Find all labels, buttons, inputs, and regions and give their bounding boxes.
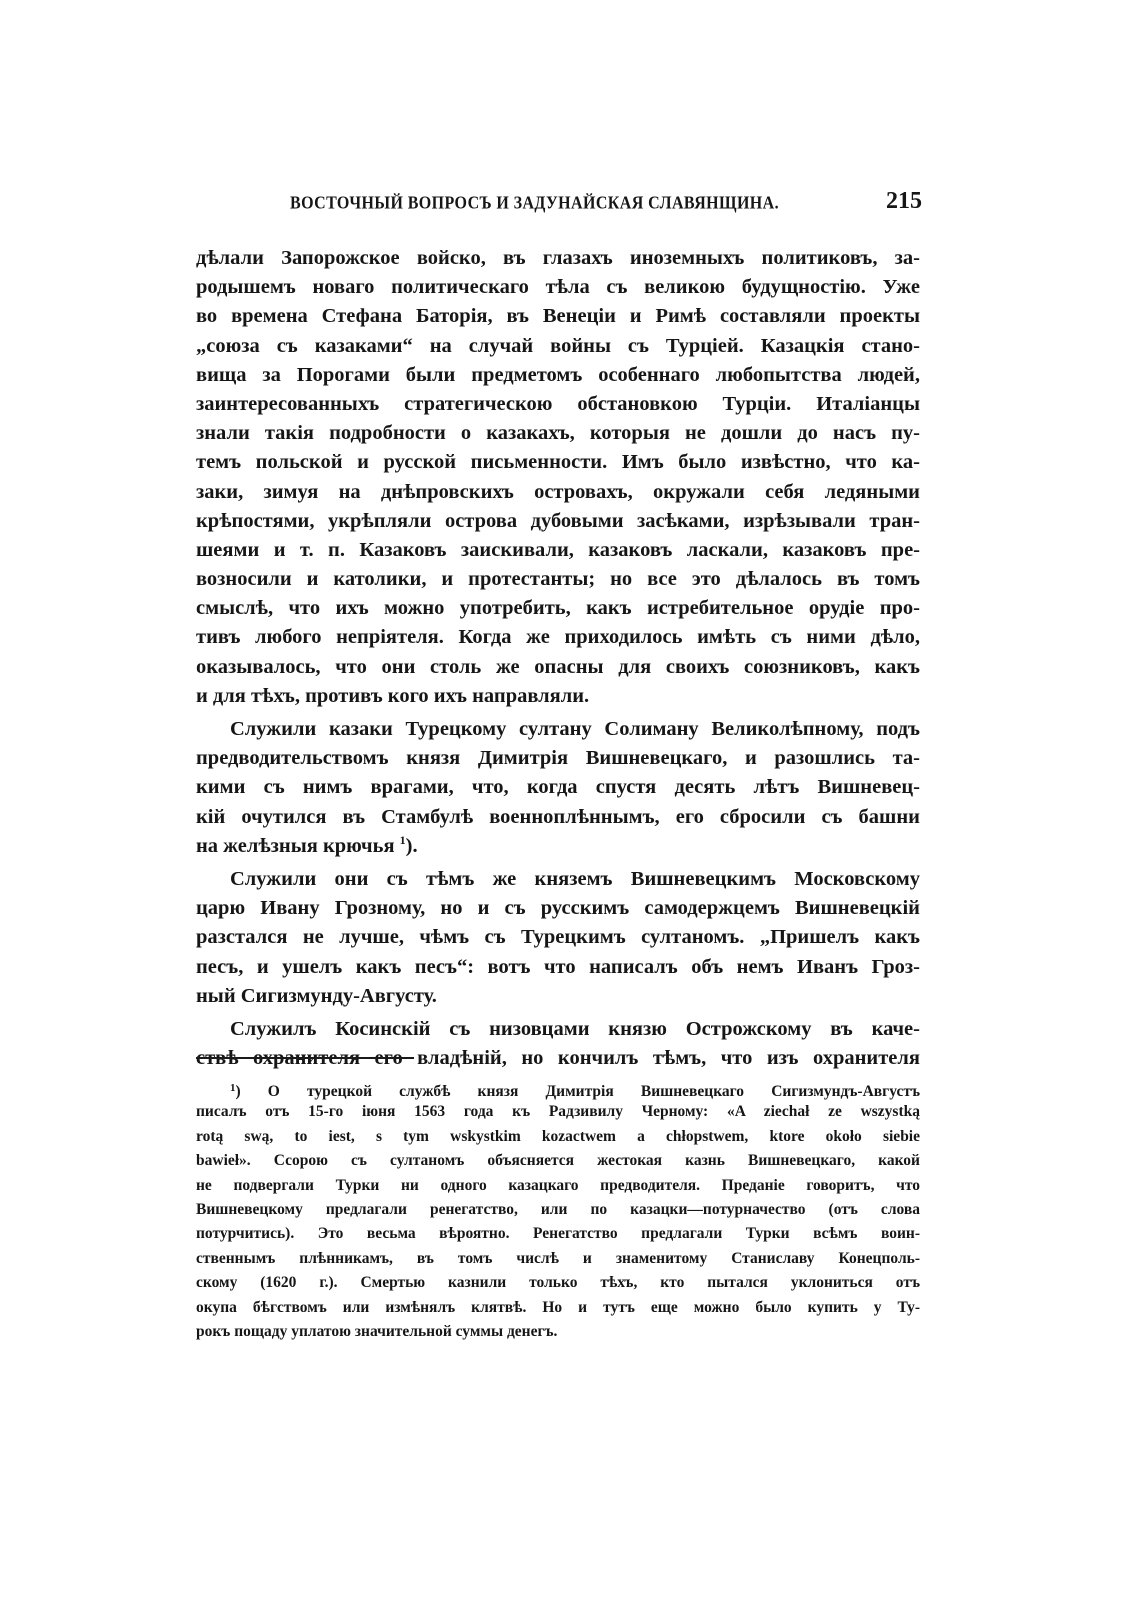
text-line: возносили и католики, и протестанты; но все это дѣлалось въ томъ xyxy=(196,568,920,591)
text-line: оказывалось, что они столь же опасны для своихъ союзниковъ, какъ xyxy=(196,655,920,678)
text-line: знали такія подробности о казакахъ, которыя не дошли до насъ пу- xyxy=(196,422,920,445)
footnote-line: окупа бѣгствомъ или измѣнялъ клятвѣ. Но и тутъ еще можно было купить у Ту- xyxy=(196,1298,920,1316)
text-line: кій очутился въ Стамбулѣ военноплѣннымъ, его сбросили съ башни xyxy=(196,805,920,828)
text-line: шеями и т. п. Казаковъ заискивали, казаковъ ласкали, казаковъ пре- xyxy=(196,538,920,561)
footnote-line: писалъ отъ 15-го іюня 1563 года къ Радзивилу Черному: «A ziechał ze wszystką xyxy=(196,1103,920,1121)
text-line: дѣлали Запорожское войско, въ глазахъ иноземныхъ политиковъ, за- xyxy=(196,247,920,269)
text-line: ный Сигизмунду-Августу. xyxy=(196,984,437,1007)
footnote-text: ) О турецкой службѣ князя Димитрія Вишневецкаго Сигизмундъ-Августъ xyxy=(235,1083,920,1100)
page-header xyxy=(290,188,930,220)
footnote xyxy=(196,1076,920,1344)
footnote-reference[interactable]: 1 xyxy=(399,832,406,847)
footnote-line: ственнымъ плѣнникамъ, въ томъ числѣ и знаменитому Станиславу Конецполь- xyxy=(196,1249,920,1267)
footnote-line: рокъ пощаду уплатою значительной суммы денегъ. xyxy=(196,1322,558,1340)
footnote-marker: 1 xyxy=(230,1082,236,1094)
text-line: крѣпостями, укрѣпляли острова дубовыми засѣками, изрѣзывали тран- xyxy=(196,509,920,532)
text-line: во времена Стефана Баторія, въ Венеціи и Римѣ составляли проекты xyxy=(196,305,920,328)
footnote-line: Вишневецкому предлагали ренегатство, или по казацки—потурначество (отъ слова xyxy=(196,1200,920,1218)
footnote-line: скому (1620 г.). Смертью казнили только тѣхъ, кто пытался уклониться отъ xyxy=(196,1274,920,1292)
text-line: и для тѣхъ, противъ кого ихъ направляли. xyxy=(196,684,590,707)
page-number: 215 xyxy=(886,188,922,214)
text-line: вища за Порогами были предметомъ особеннаго любопытства людей, xyxy=(196,363,920,386)
text-line: предводительствомъ князя Димитрія Вишневецкаго, и разошлись та- xyxy=(196,747,920,770)
footnote-reference-tail: ). xyxy=(405,834,418,857)
footnote-divider xyxy=(196,1057,414,1059)
text-line-with-footnote xyxy=(196,832,920,861)
text-line: заки, зимуя на днѣпровскихъ островахъ, окружали себя ледяными xyxy=(196,480,920,503)
text-line: ствѣ охранителя его владѣній, но кончилъ тѣмъ, что изъ охранителя xyxy=(196,1047,920,1070)
footnote-line: потурчитись). Это весьма вѣроятно. Ренегатство предлагали Турки всѣмъ воин- xyxy=(196,1225,920,1243)
text-line: Служилъ Косинскій съ низовцами князю Острожскому въ каче- xyxy=(230,1017,920,1040)
text-line: „союза съ казаками“ на случай войны съ Турціей. Казацкія стано- xyxy=(196,334,920,357)
text-line: темъ польской и русской письменности. Имъ было извѣстно, что ка- xyxy=(196,451,920,474)
footnote-line xyxy=(196,1076,920,1100)
text-line: песъ, и ушелъ какъ песъ“: вотъ что написалъ объ немъ Иванъ Гроз- xyxy=(196,955,920,978)
footnote-line: не подвергали Турки ни одного казацкаго предводителя. Преданіе говоритъ, что xyxy=(196,1176,920,1194)
text-line: царю Ивану Грозному, но и съ русскимъ самодержцемъ Вишневецкій xyxy=(196,897,920,920)
text-line: родышемъ новаго политическаго тѣла съ великою будущностію. Уже xyxy=(196,276,920,299)
footnote-line: rotą swą, to iest, s tym wskystkim kozactwem a chłopstwem, ktore około siebie xyxy=(196,1127,920,1145)
text-line: заинтересованныхъ стратегическою обстановкою Турціи. Италіанцы xyxy=(196,392,920,415)
text-line: кими съ нимъ врагами, что, когда спустя десять лѣтъ Вишневец- xyxy=(196,776,920,799)
footnote-line: bawieł». Ссорою съ султаномъ объясняется жестокая казнь Вишневецкаго, какой xyxy=(196,1152,920,1170)
text-line: смыслѣ, что ихъ можно употребить, какъ истребительное орудіе про- xyxy=(196,597,920,620)
text-line: Служили казаки Турецкому султану Солиману Великолѣпному, подъ xyxy=(230,718,920,740)
main-text xyxy=(196,244,920,1073)
running-title: ВОСТОЧНЫЙ ВОПРОСЪ И ЗАДУНАЙСКАЯ СЛАВЯНЩИНА. xyxy=(290,194,780,213)
text-line: Служили они съ тѣмъ же княземъ Вишневецкимъ Московскому xyxy=(230,867,920,890)
text-line: разстался не лучше, чѣмъ съ Турецкимъ султаномъ. „Пришелъ какъ xyxy=(196,926,920,949)
text-line: тивъ любого непріятеля. Когда же приходилось имѣть съ ними дѣло, xyxy=(196,626,920,649)
text-line: на желѣзныя крючья xyxy=(196,834,395,857)
